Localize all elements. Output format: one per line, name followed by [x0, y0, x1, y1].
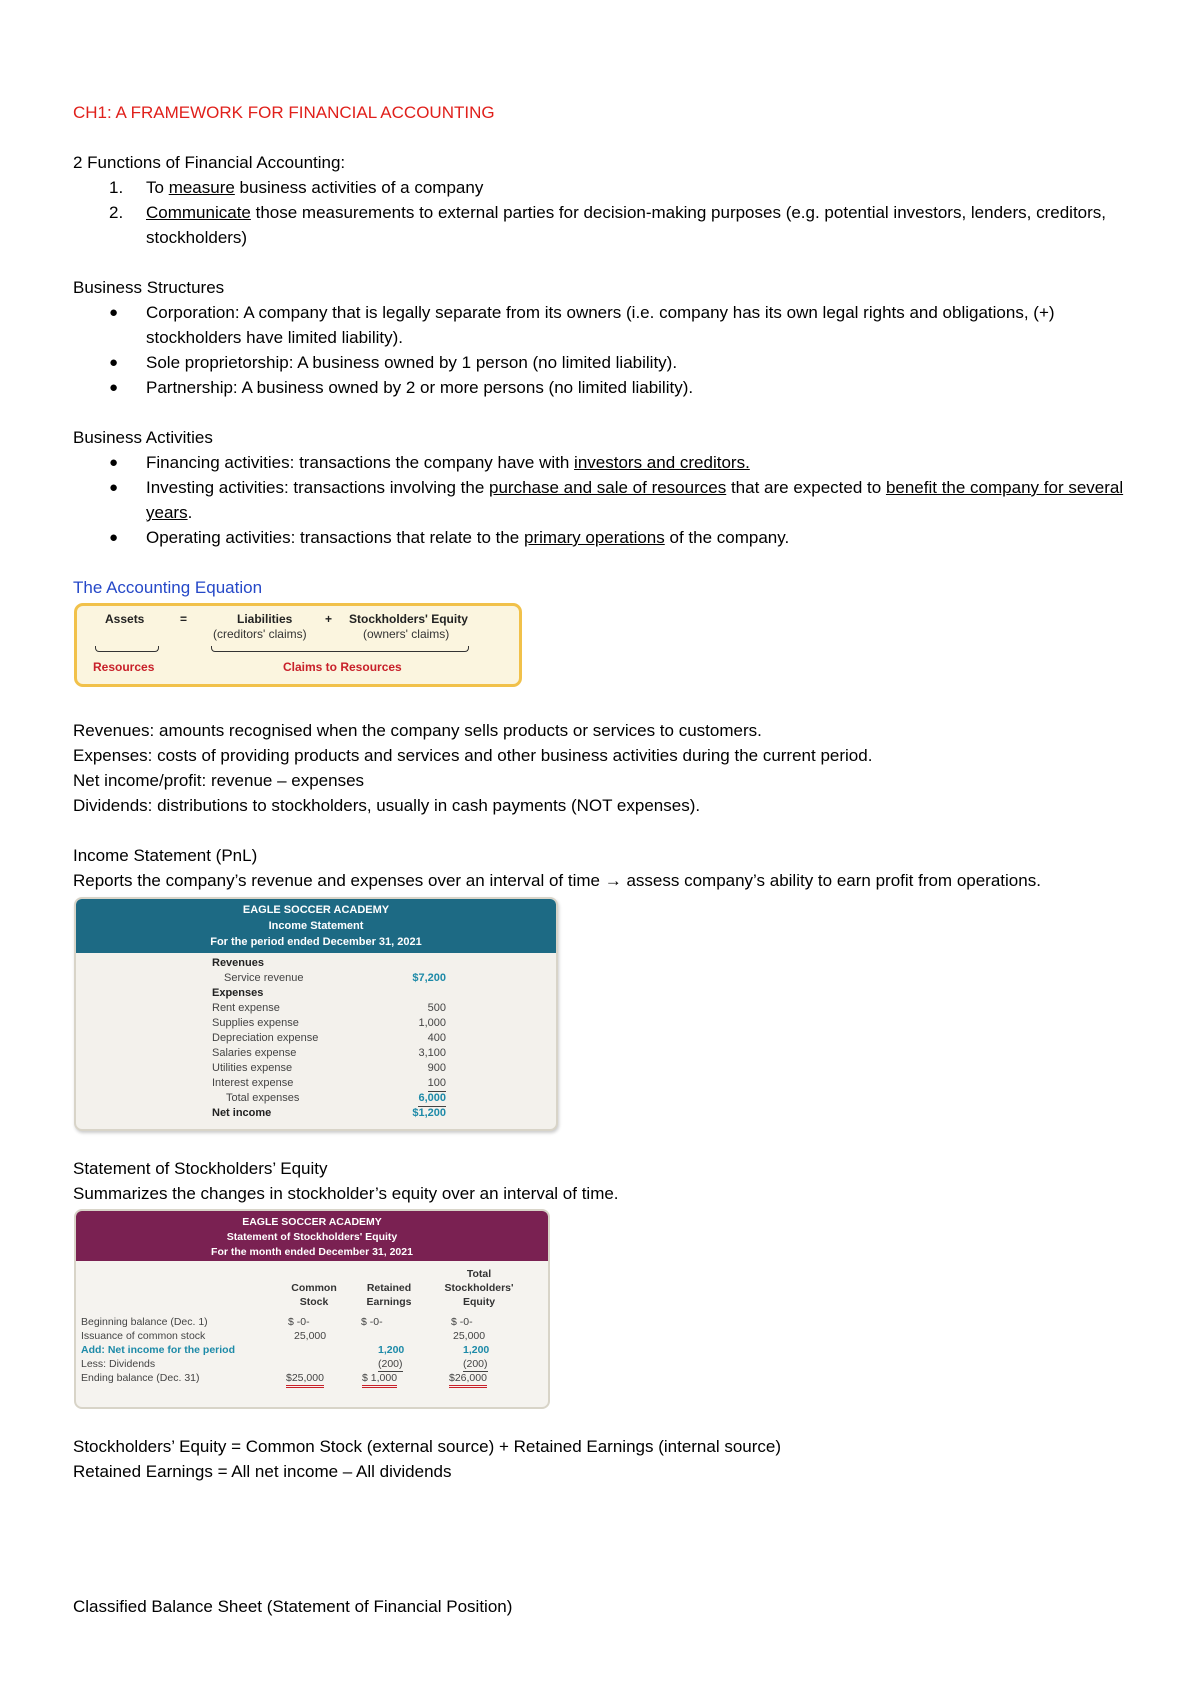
list-item: ● Operating activities: transactions that relate to the primary operations of the company.	[73, 525, 1133, 550]
list-item: ● Financing activities: transactions the company have with investors and creditors.	[73, 450, 1133, 475]
list-item: 1. To measure business activities of a company	[109, 178, 484, 197]
income-statement-heading: Income Statement (PnL)	[73, 846, 258, 865]
eq-liabilities: Liabilities	[237, 612, 293, 626]
eq-liab-note: (creditors' claims)	[213, 627, 307, 641]
eq-assets: Assets	[105, 612, 145, 626]
equity-statement-desc: Summarizes the changes in stockholder’s equity over an interval of time.	[73, 1184, 619, 1203]
equity-statement-header: EAGLE SOCCER ACADEMY Statement of Stockholders' Equity For the month ended December 31, 2021	[76, 1211, 548, 1261]
col-total: Total Stockholders' Equity	[444, 1268, 514, 1308]
col-common: Common Stock	[291, 1282, 337, 1308]
income-statement-header: EAGLE SOCCER ACADEMY Income Statement For the period ended December 31, 2021	[76, 899, 556, 953]
income-statement-figure: EAGLE SOCCER ACADEMY Income Statement For the period ended December 31, 2021 Revenues Service revenue $7,200 Expenses Rent expense 500 Supplies expense 1,000 Depreciation expense 400 Salaries expense 3,100 Utilities expense 900 Interest expense 100 Total expenses 6,000 Net income $1,200	[74, 897, 558, 1131]
eq-equity: Stockholders' Equity	[349, 612, 468, 626]
activities-list	[73, 450, 1133, 550]
arrow-right-icon: →	[604, 871, 622, 890]
functions-list	[73, 175, 1133, 250]
definition-net-income: Net income/profit: revenue – expenses	[73, 771, 365, 790]
eq-claims: Claims to Resources	[283, 660, 402, 674]
eq-equity-note: (owners' claims)	[363, 627, 450, 641]
definition-dividends: Dividends: distributions to stockholders, usually in cash payments (NOT expenses).	[73, 796, 701, 815]
activities-heading: Business Activities	[73, 428, 213, 447]
bullet-icon: ●	[109, 304, 119, 321]
list-item: 2. Communicate those measurements to external parties for decision-making purposes (e.g. potential investors, lenders, creditors, stockholders)	[109, 203, 1107, 247]
income-statement-desc: Reports the company’s revenue and expenses over an interval of time → assess company’s ability to earn profit from operations.	[73, 871, 1041, 890]
accounting-equation-figure	[74, 603, 522, 687]
bullet-icon: ●	[109, 454, 119, 471]
col-retained: Retained Earnings	[366, 1282, 412, 1308]
eq-plus: +	[325, 612, 333, 626]
equity-statement-figure: EAGLE SOCCER ACADEMY Statement of Stockholders' Equity For the month ended December 31, 2021 Common Stock Retained Earnings Total Stockholders' Equity Beginning balance (Dec. 1) $ -0- $ -0- $ -0- Issuance of common stock 25,000 25,000 Add: Net income for the period 1,200 1,200 Less: Dividends (200) (200) Ending balance (Dec. 31) $25,000 $ 1,000 $26,000	[74, 1209, 550, 1409]
eq-resources: Resources	[93, 660, 155, 674]
structures-list	[73, 300, 1133, 400]
document-page	[73, 100, 1133, 1619]
equation-heading: The Accounting Equation	[73, 578, 263, 597]
definition-expenses: Expenses: costs of providing products and services and other business activities during the current period.	[73, 746, 873, 765]
list-item: ● Investing activities: transactions involving the purchase and sale of resources that are expected to benefit the company for several years.	[73, 475, 1133, 525]
formula-retained: Retained Earnings = All net income – All dividends	[73, 1462, 452, 1481]
page-title: CH1: A FRAMEWORK FOR FINANCIAL ACCOUNTING	[73, 103, 495, 122]
bullet-icon: ●	[109, 379, 119, 396]
functions-heading: 2 Functions of Financial Accounting:	[73, 153, 346, 172]
bullet-icon: ●	[109, 479, 119, 496]
definition-revenues: Revenues: amounts recognised when the company sells products or services to customers.	[73, 721, 762, 740]
list-item: ● Corporation: A company that is legally separate from its owners (i.e. company has its own legal rights and obligations, (+) stockholders have limited liability).	[73, 300, 1133, 350]
formula-equity: Stockholders’ Equity = Common Stock (external source) + Retained Earnings (internal source)	[73, 1437, 782, 1456]
brace-claims	[211, 646, 469, 652]
structures-heading: Business Structures	[73, 278, 225, 297]
balance-sheet-heading: Classified Balance Sheet (Statement of Financial Position)	[73, 1597, 513, 1616]
list-item: ● Sole proprietorship: A business owned by 1 person (no limited liability).	[73, 350, 1133, 375]
brace-resources	[95, 646, 159, 652]
bullet-icon: ●	[109, 354, 119, 371]
equity-statement-heading: Statement of Stockholders’ Equity	[73, 1159, 328, 1178]
bullet-icon: ●	[109, 529, 119, 546]
list-item: ● Partnership: A business owned by 2 or more persons (no limited liability).	[73, 375, 1133, 400]
eq-equals: =	[180, 612, 188, 626]
